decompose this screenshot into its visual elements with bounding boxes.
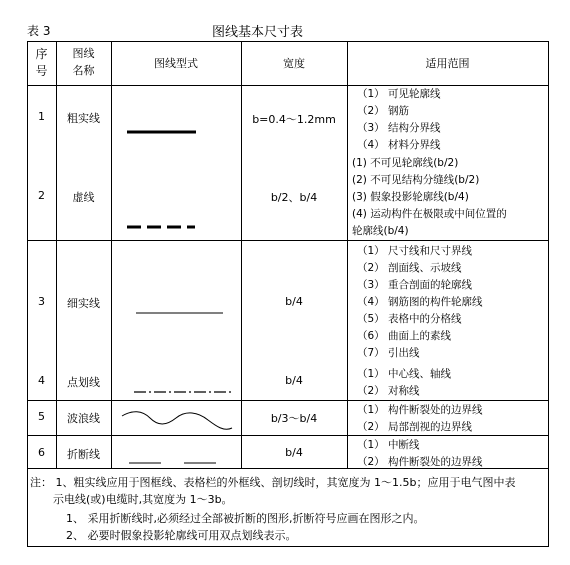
row3-scope-2: （2） 剖面线、示坡线	[357, 262, 462, 274]
row2-scope-1: (1) 不可见轮廓线(b/2)	[352, 157, 459, 169]
row5-name: 波浪线	[67, 412, 100, 425]
header-name-1: 图线	[72, 47, 95, 60]
row2-scope-3: (3) 假象投影轮廓线(b/4)	[352, 191, 469, 203]
row1-scope-3: （3） 结构分界线	[357, 122, 441, 134]
table-title: 图线基本尺寸表	[212, 25, 304, 40]
row4-seq: 4	[38, 374, 45, 387]
row2-scope-2: (2) 不可见结构分缝线(b/2)	[352, 174, 480, 186]
row1-width: b=0.4～1.2mm	[252, 113, 336, 126]
row1-seq: 1	[38, 110, 45, 123]
header-type: 图线型式	[154, 57, 198, 70]
row6-name: 折断线	[67, 448, 100, 461]
row2-width: b/2、b/4	[270, 191, 318, 204]
row2-name: 虚线	[72, 191, 95, 204]
row3-scope-6: （6） 曲面上的素线	[357, 330, 452, 342]
row3-scope-7: （7） 引出线	[357, 347, 420, 359]
header-seq-1: 序	[35, 47, 48, 61]
row6-scope-1: （1） 中断线	[357, 439, 420, 451]
row4-scope-2: （2） 对称线	[357, 385, 420, 397]
row3-name: 细实线	[67, 297, 100, 310]
row4-name: 点划线	[67, 376, 100, 389]
row2-scope-4: (4) 运动构件在极限或中间位置的	[352, 208, 507, 220]
row5-scope-1: （1） 构件断裂处的边界线	[357, 404, 483, 416]
row6-width: b/4	[285, 446, 303, 459]
row4-width: b/4	[285, 374, 303, 387]
row2-seq: 2	[38, 189, 45, 202]
row3-width: b/4	[285, 295, 303, 308]
row3-scope-1: （1） 尺寸线和尺寸界线	[357, 245, 473, 257]
row2-scope-5: 轮廓线(b/4)	[352, 225, 409, 237]
note-line-4: 2、 必要时假象投影轮廓线可用双点划线表示。	[66, 529, 297, 542]
row5-width: b/3～b/4	[270, 412, 318, 425]
row1-scope-1: （1） 可见轮廓线	[357, 88, 441, 100]
row5-seq: 5	[38, 410, 45, 423]
note-line-1: 注： 1、粗实线应用于图框线、表格栏的外框线、剖切线时，其宽度为 1～1.5b；应用于电气图中表	[30, 476, 516, 489]
row3-seq: 3	[38, 295, 45, 308]
note-line-3: 1、 采用折断线时,必须经过全部被折断的图形,折断符号应画在图形之内。	[66, 512, 425, 525]
table-number: 表 3	[27, 24, 51, 38]
row1-scope-4: （4） 材料分界线	[357, 139, 441, 151]
row4-scope-1: （1） 中心线、轴线	[357, 368, 452, 380]
row3-scope-5: （5） 表格中的分格线	[357, 313, 462, 325]
header-width: 宽度	[283, 57, 305, 70]
wavy-line-sample	[122, 412, 232, 430]
header-scope: 适用范围	[425, 57, 470, 70]
row3-scope-3: （3） 重合剖面的轮廓线	[357, 279, 473, 291]
row6-scope-2: （2） 构件断裂处的边界线	[357, 456, 483, 468]
header-name-2: 名称	[72, 64, 95, 77]
row5-scope-2: （2） 局部剖视的边界线	[357, 421, 473, 433]
row3-scope-4: （4） 钢筋图的构件轮廓线	[357, 296, 483, 308]
row6-seq: 6	[38, 446, 45, 459]
note-line-2: 示电线(或)电缆时,其宽度为 1～3b。	[53, 493, 233, 506]
header-seq-2: 号	[35, 64, 48, 78]
row1-name: 粗实线	[67, 112, 100, 125]
row1-scope-2: （2） 钢筋	[357, 105, 410, 117]
